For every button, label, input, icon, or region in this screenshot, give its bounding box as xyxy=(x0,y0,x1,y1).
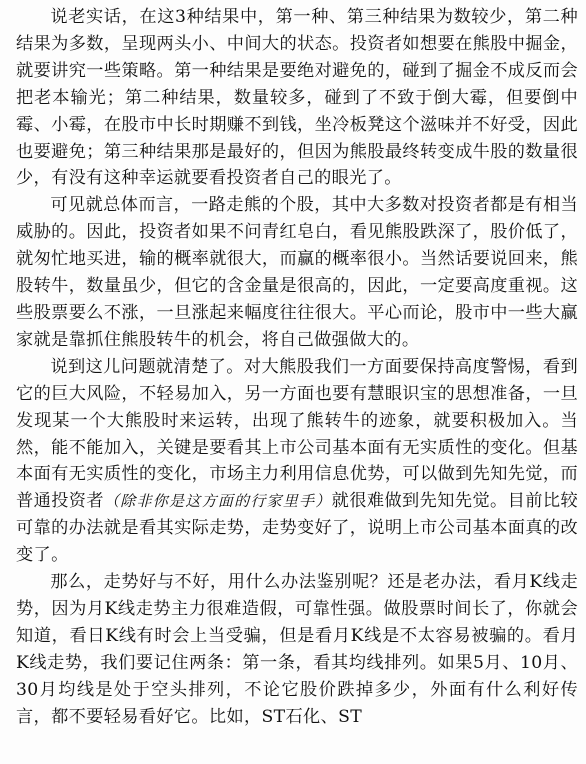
paragraph-3-text-a: 说到这儿问题就清楚了。对大熊股我们一方面要保持高度警惕，看到它的巨大风险，不轻易加入，另一方面也要有慧眼识宝的思想准备，一旦发现某一个大熊股时来运转，出现了熊转牛的迹象，就要积极加入。当然，能不能加入，关键是要看其上市公司基本面有无实质性的变化。但基本面有无实质性的变化，市场主力利用信息优势，可以做到先知先觉，而普通投资者 xyxy=(16,356,578,512)
paragraph-4 xyxy=(16,569,578,730)
paragraph-3-parenthetical-note: （除非你是这方面的行家里手） xyxy=(104,492,332,511)
body-text xyxy=(16,4,578,730)
paragraph-1 xyxy=(16,4,578,192)
paragraph-4-text: 那么，走势好与不好，用什么办法鉴别呢？还是老办法，看月K线走势，因为月K线走势主力很难造假，可靠性强。做股票时间长了，你就会知道，看日K线有时会上当受骗，但是看月K线是不太容易被骗的。看月K线走势，我们要记住两条：第一条，看其均线排列。如果5月、10月、30月均线是处于空头排列，不论它股价跌掉多少，外面有什么利好传言，都不要轻易看好它。比如，ST石化、ST xyxy=(16,572,578,727)
paragraph-2-text: 可见就总体而言，一路走熊的个股，其中大多数对投资者都是有相当威胁的。因此，投资者如果不问青红皂白，看见熊股跌深了，股价低了，就匆忙地买进，输的概率就很大，而赢的概率很小。当然话要说回来，熊股转牛，数量虽少，但它的含金量是很高的，因此，一定要高度重视。这些股票要么不涨，一旦涨起来幅度往往很大。平心而论，股市中一些大赢家就是靠抓住熊股转牛的机会，将自己做强做大的。 xyxy=(16,195,578,350)
paragraph-3 xyxy=(16,354,578,569)
paragraph-2 xyxy=(16,192,578,353)
paragraph-3-text-b: 就很难做到先知先觉。目前比较可靠的办法就是看其实际走势，走势变好了，说明上市公司基本面真的改变了。 xyxy=(16,491,578,566)
paragraph-1-text: 说老实话，在这3种结果中，第一种、第三种结果为数较少，第二种结果为多数，呈现两头小、中间大的状态。投资者如想要在熊股中掘金，就要讲究一些策略。第一种结果是要绝对避免的，碰到了掘金不成反而会把老本输光；第二种结果，数量较多，碰到了不致于倒大霉，但要倒中霉、小霉，在股市中长时期赚不到钱，坐冷板凳这个滋味并不好受，因此也要避免；第三种结果那是最好的，但因为熊股最终转变成牛股的数量很少，有没有这种幸运就要看投资者自己的眼光了。 xyxy=(16,7,578,189)
